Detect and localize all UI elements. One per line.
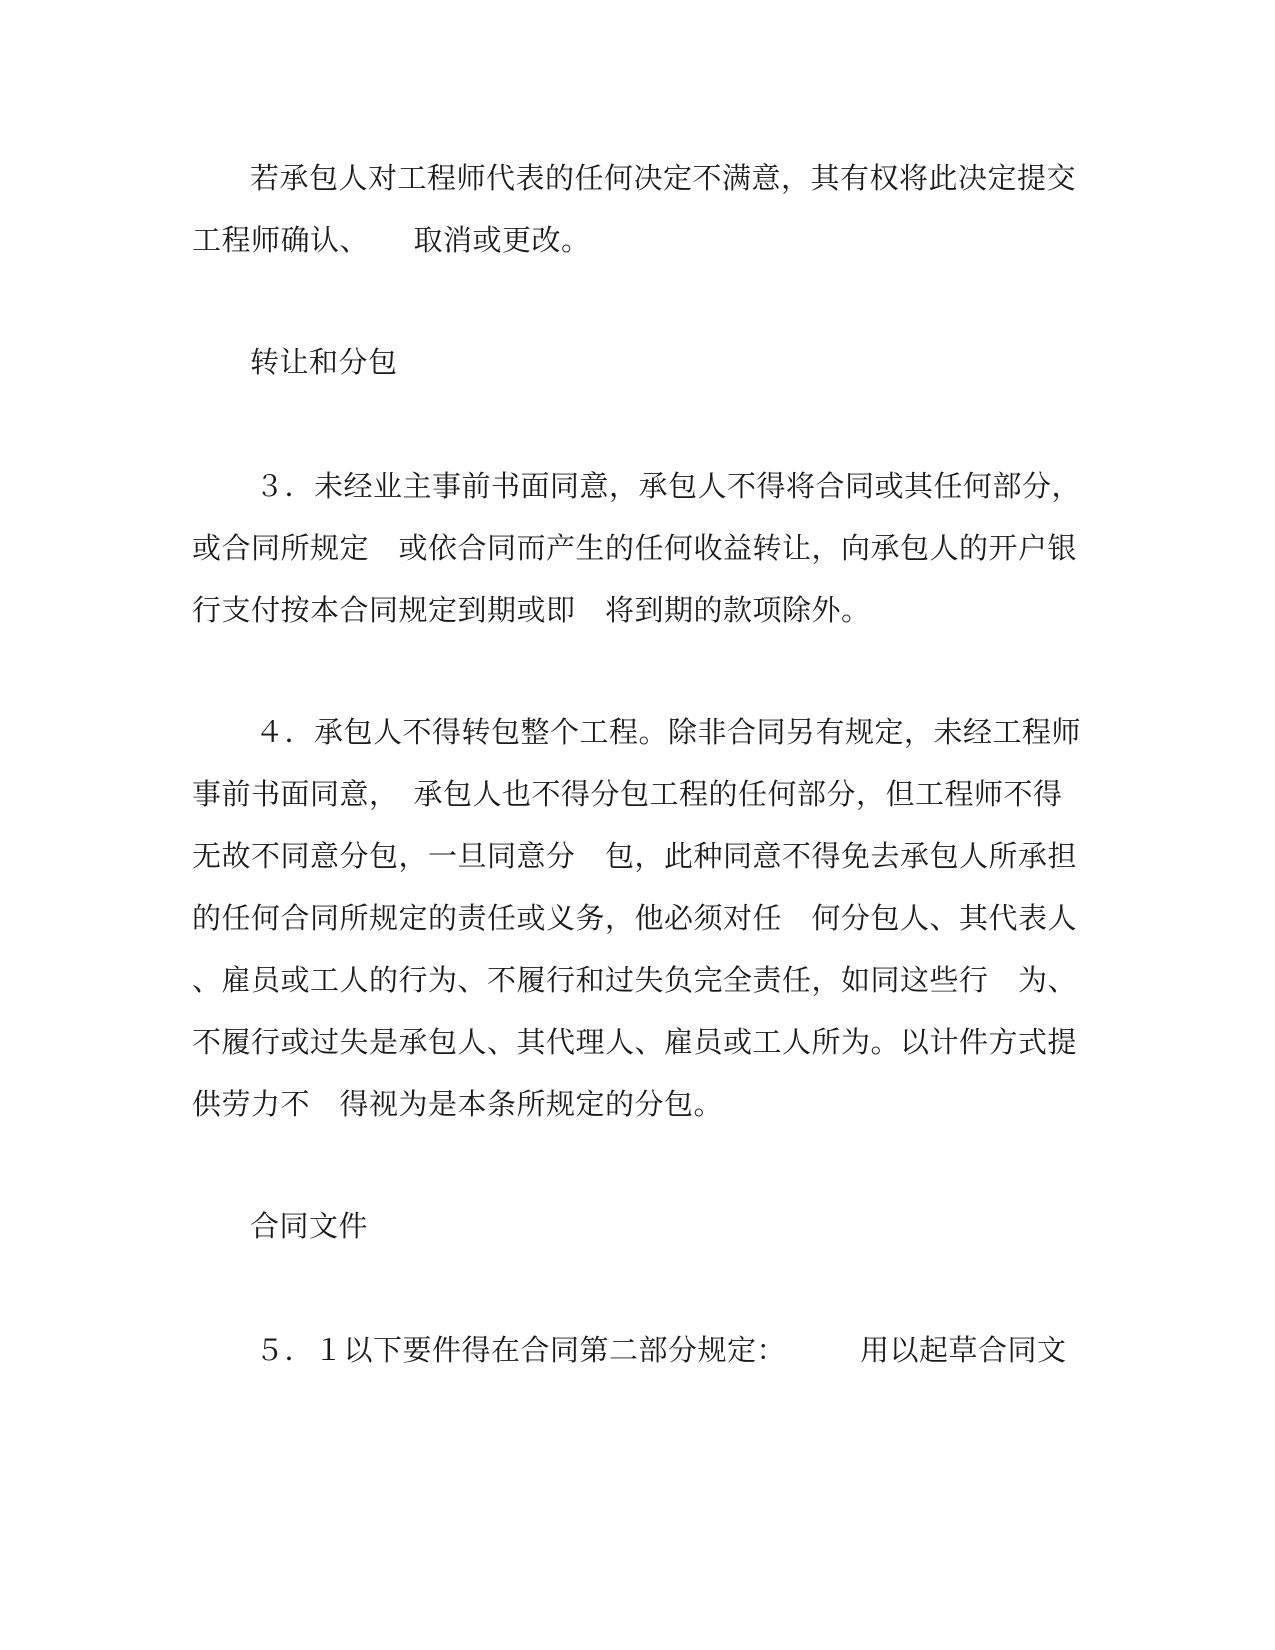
paragraph-3-line-2: 或合同所规定 或依合同而产生的任何收益转让，向承包人的开户银 — [192, 531, 1078, 565]
paragraph-4-line-6: 不履行或过失是承包人、其代理人、雇员或工人所为。以计件方式提 — [192, 1025, 1078, 1059]
paragraph-4-line-7: 供劳力不 得视为是本条所规定的分包。 — [192, 1087, 724, 1121]
paragraph-4-line-2: 事前书面同意， 承包人也不得分包工程的任何部分，但工程师不得 — [192, 777, 1063, 811]
paragraph-1-line-1: 若承包人对工程师代表的任何决定不满意，其有权将此决定提交 — [250, 161, 1077, 195]
paragraph-1-line-2: 工程师确认、 取消或更改。 — [192, 223, 591, 257]
section-heading-transfer-subcontract: 转让和分包 — [250, 345, 398, 379]
paragraph-4-line-1: ４．承包人不得转包整个工程。除非合同另有规定，未经工程师 — [255, 715, 1082, 749]
section-heading-contract-documents: 合同文件 — [250, 1209, 369, 1243]
paragraph-4-line-4: 的任何合同所规定的责任或义务，他必须对任 何分包人、其代表人 — [192, 901, 1078, 935]
paragraph-3-line-1: ３．未经业主事前书面同意，承包人不得将合同或其任何部分， — [255, 469, 1082, 503]
paragraph-5-line-1: ５．１以下要件得在合同第二部分规定： 用以起草合同文 — [255, 1333, 1067, 1367]
paragraph-4-line-3: 无故不同意分包，一旦同意分 包，此种同意不得免去承包人所承担 — [192, 839, 1078, 873]
paragraph-4-line-5: 、雇员或工人的行为、不履行和过失负完全责任，如同这些行 为、 — [192, 963, 1078, 997]
paragraph-3-line-3: 行支付按本合同规定到期或即 将到期的款项除外。 — [192, 593, 871, 627]
